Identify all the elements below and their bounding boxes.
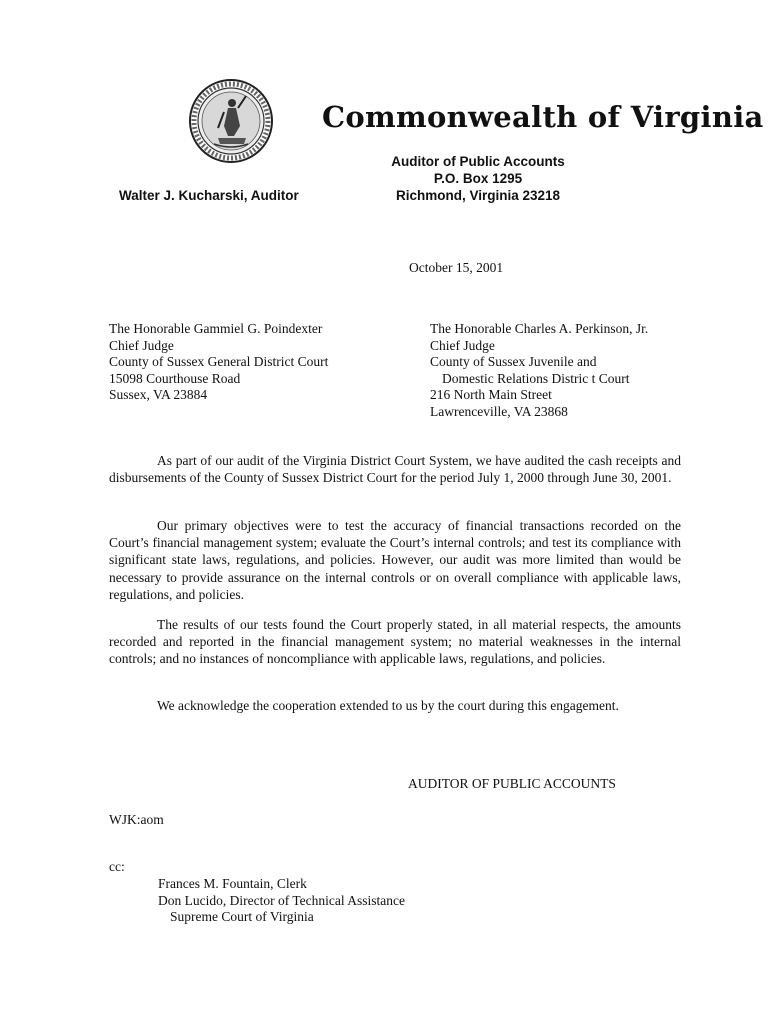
address-line: Lawrenceville, VA 23868 [430,403,568,419]
address-line: 216 North Main Street [430,387,552,403]
address-line: Chief Judge [109,337,174,353]
recipient-left [109,321,328,404]
auditor-name: Walter J. Kucharski, Auditor [119,188,299,203]
letterhead-title: Commonwealth of Virginia [322,100,764,134]
cc-label: cc: [109,859,125,874]
cc-item: Supreme Court of Virginia [170,909,314,925]
paragraph-text: As part of our audit of the Virginia District Court System, we have audited the cash receipts and disbursements of the County of Sussex District Court for the period July 1, 2000 through June 30, 2001. [109,453,681,486]
cc-item: Don Lucido, Director of Technical Assistance [158,892,405,908]
body-paragraph-2 [109,517,681,603]
address-line: 15098 Courthouse Road [109,370,241,386]
body-paragraph-4 [109,697,681,714]
cc-list [158,876,405,926]
address-line: Domestic Relations Distric t Court [442,370,630,386]
virginia-seal-icon [188,78,274,164]
address-line: The Honorable Charles A. Perkinson, Jr. [430,321,649,336]
signature-block: AUDITOR OF PUBLIC ACCOUNTS [408,776,616,791]
address-line: County of Sussex Juvenile and [430,354,597,370]
letter-date: October 15, 2001 [409,260,504,275]
address-line: Sussex, VA 23884 [109,387,208,403]
paragraph-text: Our primary objectives were to test the accuracy of financial transactions recorded on the Court’s financial management system; evaluate the Court’s internal controls; and test its compliance with significant state laws, regulations, and policies. However, our audit was more limited than would be necessary to provide assurance on the internal controls or on overall compliance with applicable laws, regulations, and policies. [109,518,681,602]
recipient-right [430,321,648,421]
address-line: The Honorable Gammiel G. Poindexter [109,321,323,336]
reference-initials: WJK:aom [109,812,164,827]
office-city: Richmond, Virginia 23218 [395,188,561,203]
paragraph-text: We acknowledge the cooperation extended to us by the court during this engagement. [157,698,619,713]
body-paragraph-1 [109,452,681,486]
body-paragraph-3 [109,616,681,668]
address-line: County of Sussex General District Court [109,354,329,370]
office-name: Auditor of Public Accounts [391,154,565,169]
po-box: P.O. Box 1295 [433,171,523,186]
address-line: Chief Judge [430,337,495,353]
paragraph-text: The results of our tests found the Court properly stated, in all material respects, the amounts recorded and reported in the financial management system; no material weaknesses in the internal controls; and no instances of noncompliance with applicable laws, regulations, and policies. [109,617,681,667]
cc-item: Frances M. Fountain, Clerk [158,876,307,891]
office-address [370,153,586,204]
